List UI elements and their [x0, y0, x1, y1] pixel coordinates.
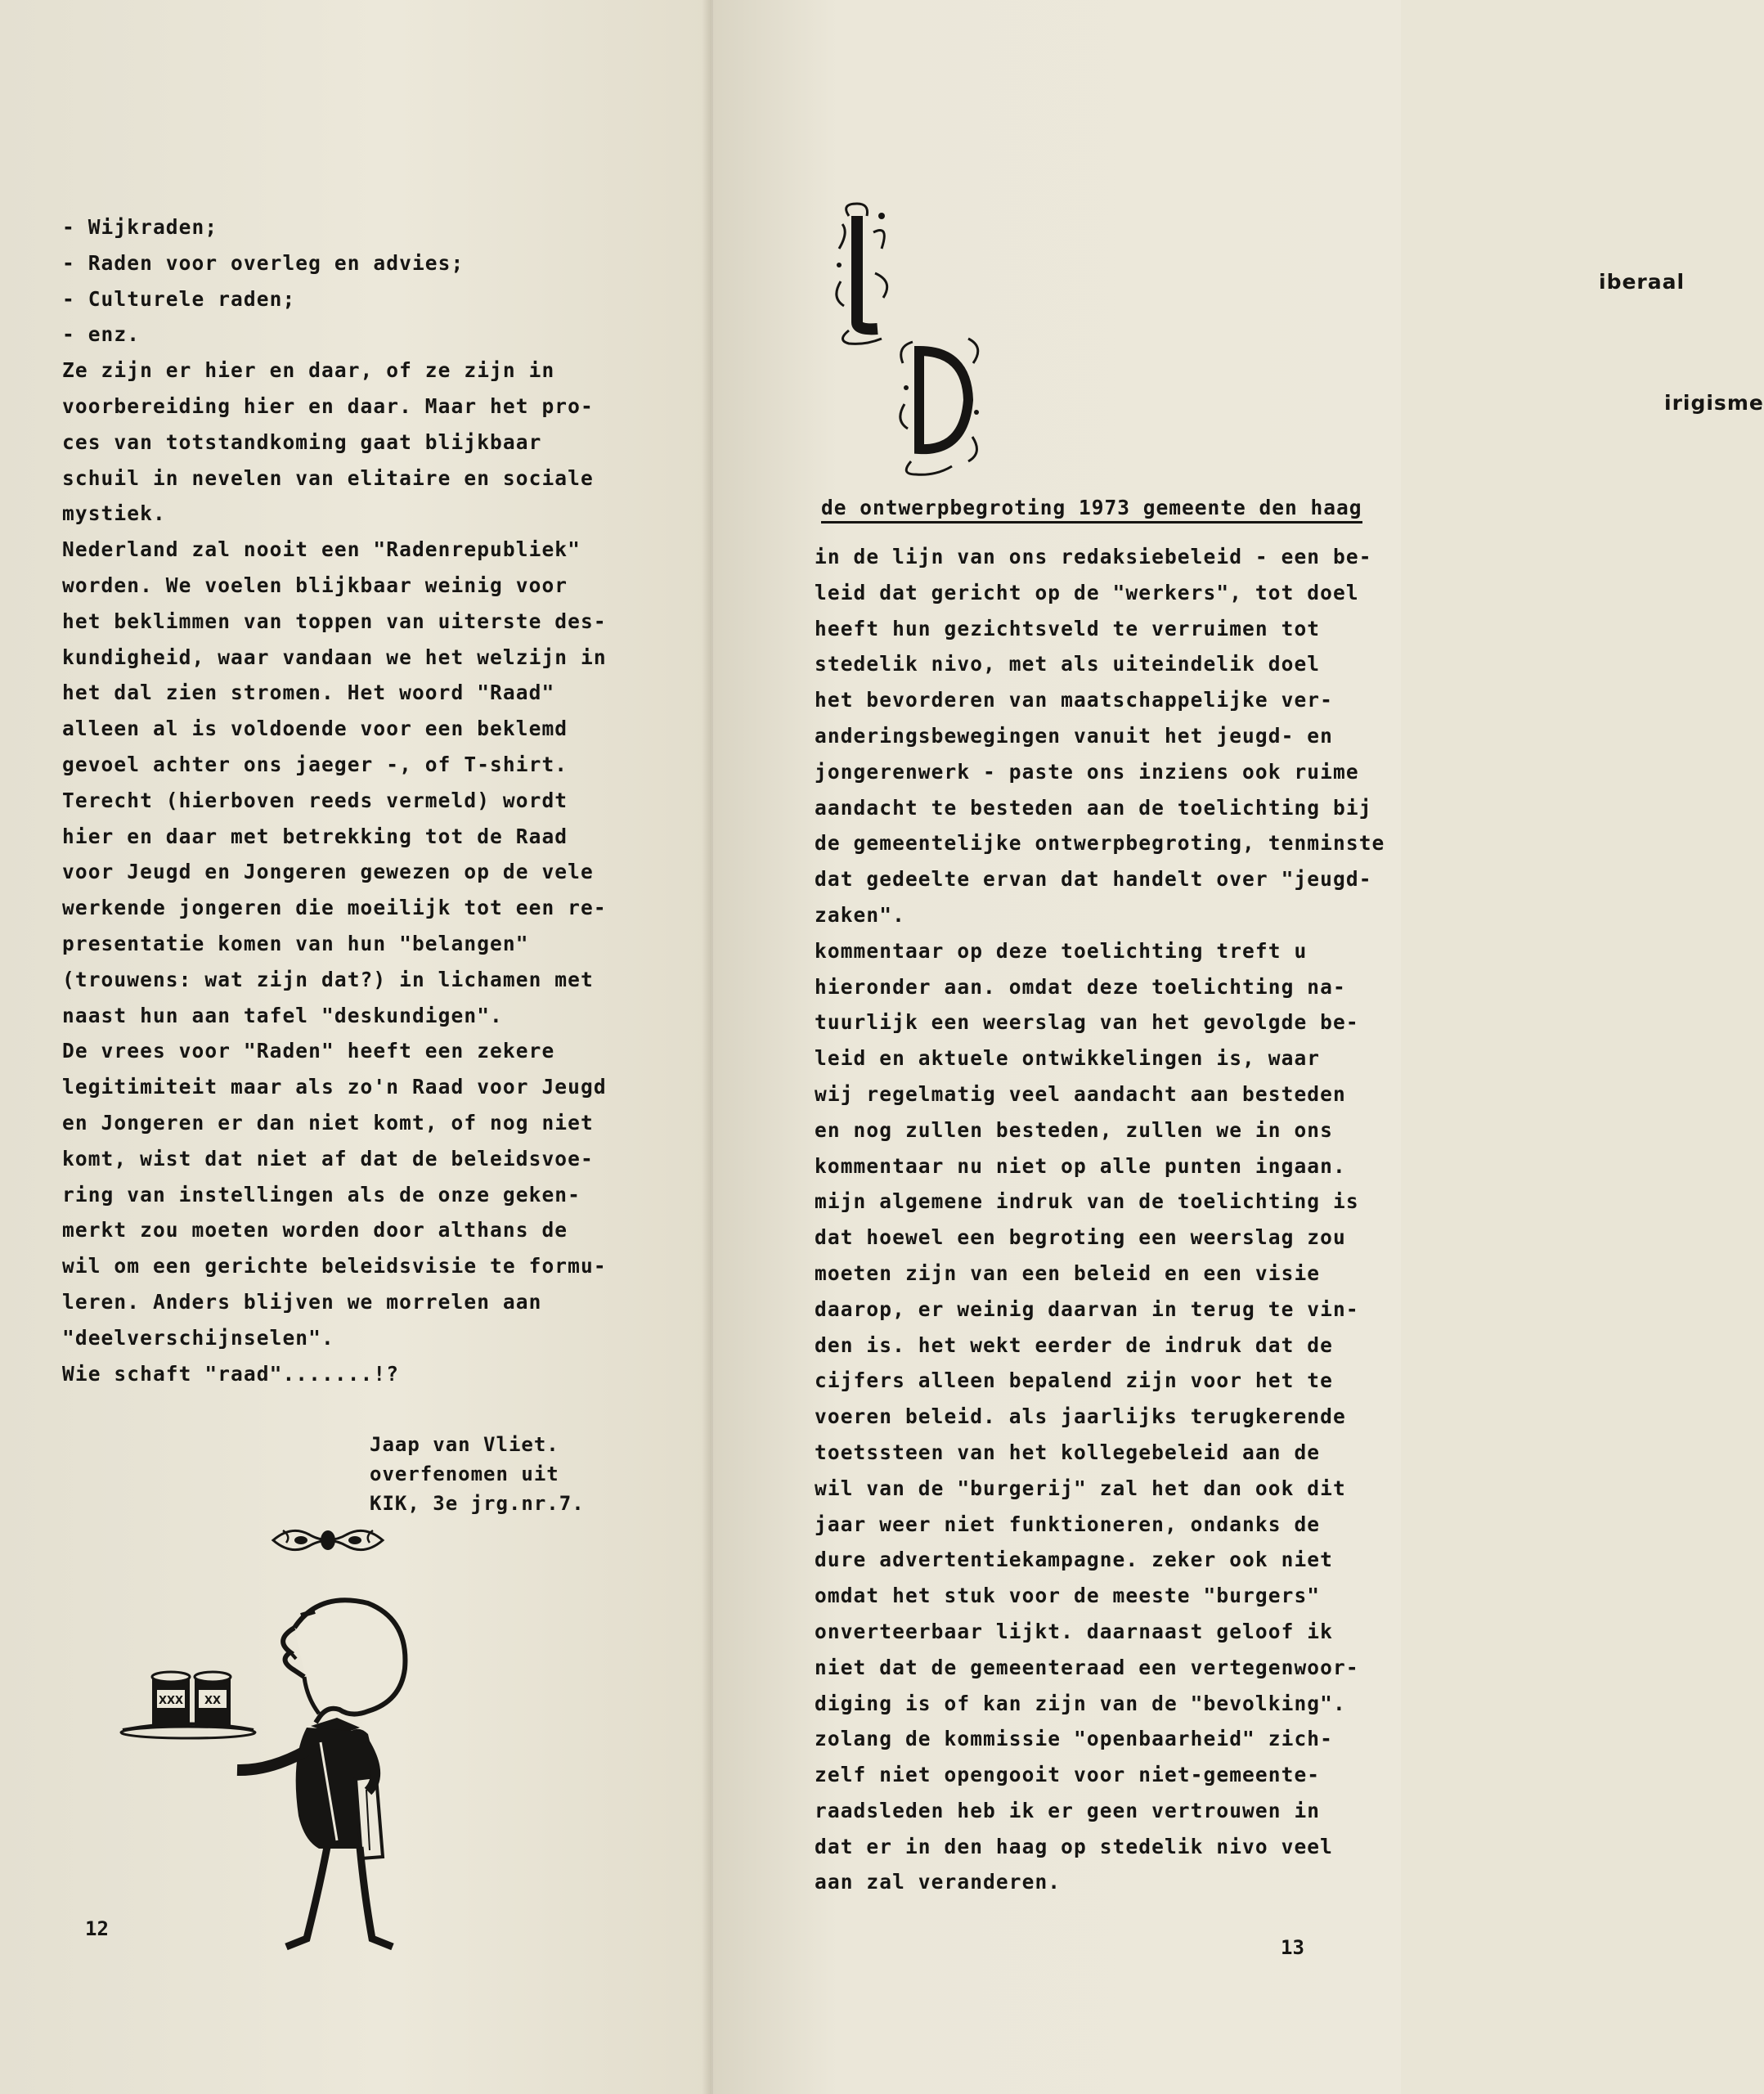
text-line: leren. Anders blijven we morrelen aan — [62, 1289, 542, 1314]
text-line: merkt zou moeten worden door althans de — [62, 1218, 568, 1242]
text-line: voorbereiding hier en daar. Maar het pro- — [62, 393, 594, 418]
left-page — [0, 0, 711, 2094]
text-line: stedelik nivo, met als uiteindelik doel — [815, 652, 1321, 676]
text-line: ring van instellingen als de onze geken- — [62, 1182, 581, 1207]
text-line: "deelverschijnselen". — [62, 1325, 334, 1350]
text-line: schuil in nevelen van elitaire en sociale — [62, 465, 594, 490]
ornament-divider-icon — [267, 1520, 389, 1561]
text-line: leid dat gericht op de "werkers", tot doel — [815, 580, 1359, 604]
text-line: - Raden voor overleg en advies; — [62, 250, 465, 275]
text-line: wij regelmatig veel aandacht aan besteden — [815, 1081, 1346, 1106]
text-line: hier en daar met betrekking tot de Raad — [62, 824, 568, 848]
text-line: Wie schaft "raad".......!? — [62, 1361, 400, 1386]
text-line: dat er in den haag op stedelik nivo veel — [815, 1834, 1334, 1858]
text-line: - Culturele raden; — [62, 286, 296, 311]
text-line: en Jongeren er dan niet komt, of nog niet — [62, 1110, 594, 1135]
text-line: naast hun aan tafel "deskundigen". — [62, 1003, 503, 1027]
text-line: kundigheid, waar vandaan we het welzijn in — [62, 645, 607, 669]
text-line: het bevorderen van maatschappelijke ver- — [815, 688, 1334, 712]
text-line: zaken". — [815, 902, 905, 927]
text-line: jaar weer niet funktioneren, ondanks de — [815, 1512, 1321, 1536]
text-line: kommentaar nu niet op alle punten ingaan. — [815, 1153, 1346, 1178]
text-line: moeten zijn van een beleid en een visie — [815, 1260, 1321, 1285]
text-line: dure advertentiekampagne. zeker ook niet — [815, 1548, 1334, 1572]
text-line: tuurlijk een weerslag van het gevolgde be- — [815, 1010, 1359, 1035]
text-line: toetssteen van het kollegebeleid aan de — [815, 1440, 1321, 1464]
text-line: anderingsbewegingen vanuit het jeugd- en — [815, 723, 1334, 748]
text-line: heeft hun gezichtsveld te verruimen tot — [815, 616, 1321, 640]
cup-label-left: XXX — [158, 1695, 184, 1707]
title-dirigisme: irigisme — [1664, 391, 1764, 415]
text-line: mijn algemene indruk van de toelichting is — [815, 1189, 1359, 1214]
text-line: komt, wist dat niet af dat de beleidsvoe- — [62, 1146, 594, 1171]
text-line: omdat het stuk voor de meeste "burgers" — [815, 1584, 1321, 1608]
text-line: - Wijkraden; — [62, 215, 218, 239]
text-line: (trouwens: wat zijn dat?) in lichamen met — [62, 967, 594, 991]
text-line: voor Jeugd en Jongeren gewezen op de vele — [62, 860, 594, 884]
text-line: mystiek. — [62, 501, 166, 526]
text-line: - enz. — [62, 322, 141, 347]
text-line: dat hoewel een begroting een weerslag zou — [815, 1225, 1346, 1250]
text-line: legitimiteit maar als zo'n Raad voor Jeugd — [62, 1075, 607, 1099]
text-line: diging is of kan zijn van de "bevolking". — [815, 1691, 1346, 1715]
text-line: dat gedeelte ervan dat handelt over "jeugd- — [815, 867, 1372, 892]
text-line: Ze zijn er hier en daar, of ze zijn in — [62, 358, 555, 383]
left-page-body — [62, 209, 607, 1391]
text-line: raadsleden heb ik er geen vertrouwen in — [815, 1798, 1321, 1822]
text-line: het dal zien stromen. Het woord "Raad" — [62, 681, 555, 705]
waiter-illustration — [123, 1595, 491, 1955]
text-line: en nog zullen besteden, zullen we in ons — [815, 1117, 1334, 1142]
text-line: De vrees voor "Raden" heeft een zekere — [62, 1039, 555, 1063]
cup-label-right: XX — [204, 1695, 222, 1707]
text-line: wil van de "burgerij" zal het dan ook dit — [815, 1476, 1346, 1500]
text-line: jongerenwerk - paste ons inziens ook ruime — [815, 759, 1359, 784]
text-line: zelf niet opengooit voor niet-gemeente- — [815, 1763, 1321, 1787]
decorative-initial-d-icon — [895, 330, 985, 478]
text-line: den is. het wekt eerder de indruk dat de — [815, 1332, 1334, 1357]
text-line: wil om een gerichte beleidsvisie te formu- — [62, 1254, 607, 1278]
text-line: in de lijn van ons redaksiebeleid - een be- — [815, 545, 1372, 568]
article-heading: de ontwerpbegroting 1973 gemeente den haag — [821, 496, 1362, 524]
text-line: aan zal veranderen. — [815, 1870, 1062, 1894]
text-line: ces van totstandkoming gaat blijkbaar — [62, 429, 542, 454]
page-number-right: 13 — [1281, 1936, 1304, 1959]
text-line: leid en aktuele ontwikkelingen is, waar — [815, 1046, 1321, 1071]
right-page-body — [815, 539, 1385, 1900]
text-line: voeren beleid. als jaarlijks terugkerende — [815, 1404, 1346, 1429]
text-line: werkende jongeren die moeilijk tot een re- — [62, 896, 607, 920]
decorative-initial-l-icon — [833, 200, 906, 347]
title-liberaal: iberaal — [1599, 270, 1685, 294]
text-line: worden. We voelen blijkbaar weinig voor — [62, 573, 568, 597]
text-line: zolang de kommissie "openbaarheid" zich- — [815, 1727, 1334, 1751]
page-number-left: 12 — [85, 1917, 109, 1940]
text-line: hieronder aan. omdat deze toelichting na- — [815, 974, 1346, 999]
text-line: Nederland zal nooit een "Radenrepubliek" — [62, 537, 581, 562]
text-line: gevoel achter ons jaeger -, of T-shirt. — [62, 752, 568, 776]
text-line: presentatie komen van hun "belangen" — [62, 931, 529, 955]
text-line: de gemeentelijke ontwerpbegroting, tenminste — [815, 831, 1385, 856]
right-page — [713, 0, 1764, 2094]
text-line: cijfers alleen bepalend zijn voor het te — [815, 1368, 1334, 1393]
text-line: daarop, er weinig daarvan in terug te vin- — [815, 1296, 1359, 1321]
text-line: het beklimmen van toppen van uiterste des- — [62, 609, 607, 633]
text-line: kommentaar op deze toelichting treft u — [815, 938, 1308, 963]
author-signature: Jaap van Vliet. overfenomen uit KIK, 3e jrg.nr.7. — [370, 1433, 585, 1515]
text-line: onverteerbaar lijkt. daarnaast geloof ik — [815, 1619, 1334, 1643]
text-line: Terecht (hierboven reeds vermeld) wordt — [62, 788, 568, 812]
text-line: alleen al is voldoende voor een beklemd — [62, 717, 568, 741]
text-line: niet dat de gemeenteraad een vertegenwoor- — [815, 1655, 1359, 1679]
text-line: aandacht te besteden aan de toelichting bij — [815, 795, 1372, 820]
